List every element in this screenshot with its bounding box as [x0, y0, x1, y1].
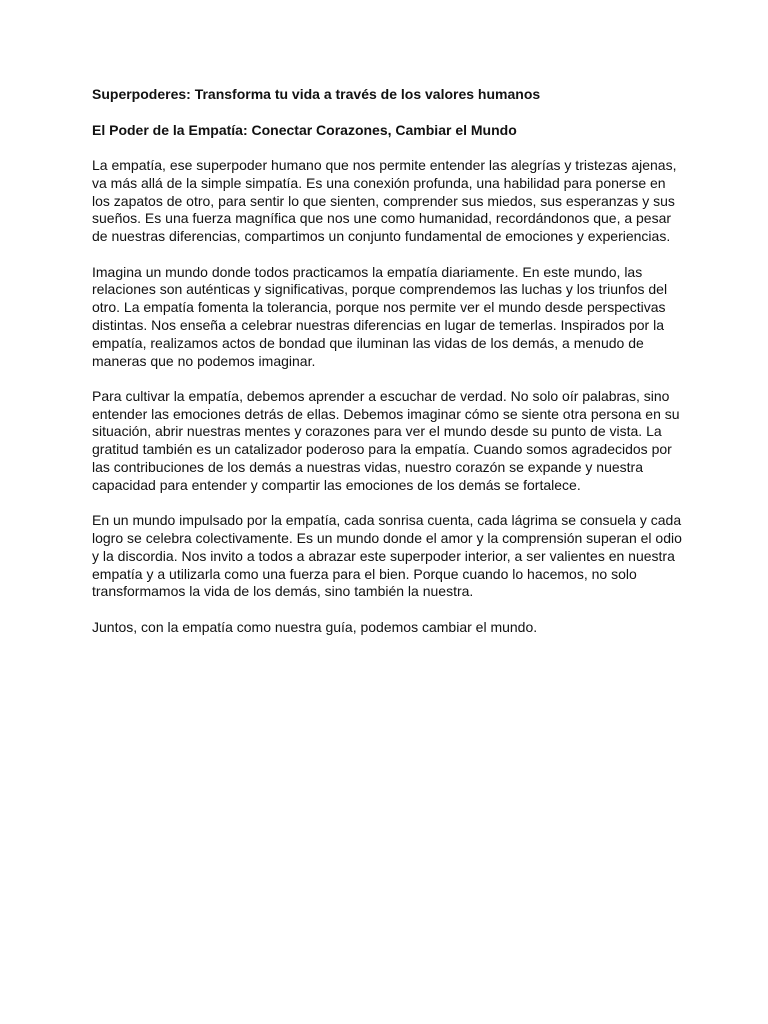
section-title: El Poder de la Empatía: Conectar Corazones, Cambiar el Mundo: [92, 121, 517, 138]
document-title: Superpoderes: Transforma tu vida a través de los valores humanos: [92, 86, 541, 102]
paragraph-3: Para cultivar la empatía, debemos aprender a escuchar de verdad. No solo oír palabras, sino entender las emociones detrás de ellas. Debemos imaginar cómo se siente otra persona en su situación, abrir nuestras mentes y corazones para ver el mundo desde su punto de vista. La gratitud también es un catalizador poderoso para la empatía. Cuando somos agradecidos por las contribuciones de los demás a nuestras vidas, nuestro corazón se expande y nuestra capacidad para entender y compartir las emociones de los demás se fortalece.: [92, 387, 680, 493]
paragraph-2: Imagina un mundo donde todos practicamos la empatía diariamente. En este mundo, las relaciones son auténticas y significativas, porque comprendemos las luchas y los triunfos del otro. La empatía fomenta la tolerancia, porque nos permite ver el mundo desde perspectivas distintas. Nos enseña a celebrar nuestras diferencias en lugar de temerlas. Inspirados por la empatía, realizamos actos de bondad que iluminan las vidas de los demás, a menudo de maneras que no podemos imaginar.: [92, 263, 668, 369]
paragraph-1: La empatía, ese superpoder humano que nos permite entender las alegrías y tristezas ajenas, va más allá de la simple simpatía. Es una conexión profunda, una habilidad para ponerse en los zapatos de otro, para sentir lo que sienten, comprender sus miedos, sus esperanzas y sus sueños. Es una fuerza magnífica que nos une como humanidad, recordándonos que, a pesar de nuestras diferencias, compartimos un conjunto fundamental de emociones y experiencias.: [92, 157, 677, 245]
document-page: [92, 86, 682, 636]
paragraph-4: En un mundo impulsado por la empatía, cada sonrisa cuenta, cada lágrima se consuela y cada logro se celebra colectivamente. Es un mundo donde el amor y la comprensión superan el odio y la discordia. Nos invito a todos a abrazar este superpoder interior, a ser valientes en nuestra empatía y a utilizarla como una fuerza para el bien. Porque cuando lo hacemos, no solo transformamos la vida de los demás, sino también la nuestra.: [92, 512, 682, 600]
paragraph-5: Juntos, con la empatía como nuestra guía, podemos cambiar el mundo.: [92, 618, 538, 635]
